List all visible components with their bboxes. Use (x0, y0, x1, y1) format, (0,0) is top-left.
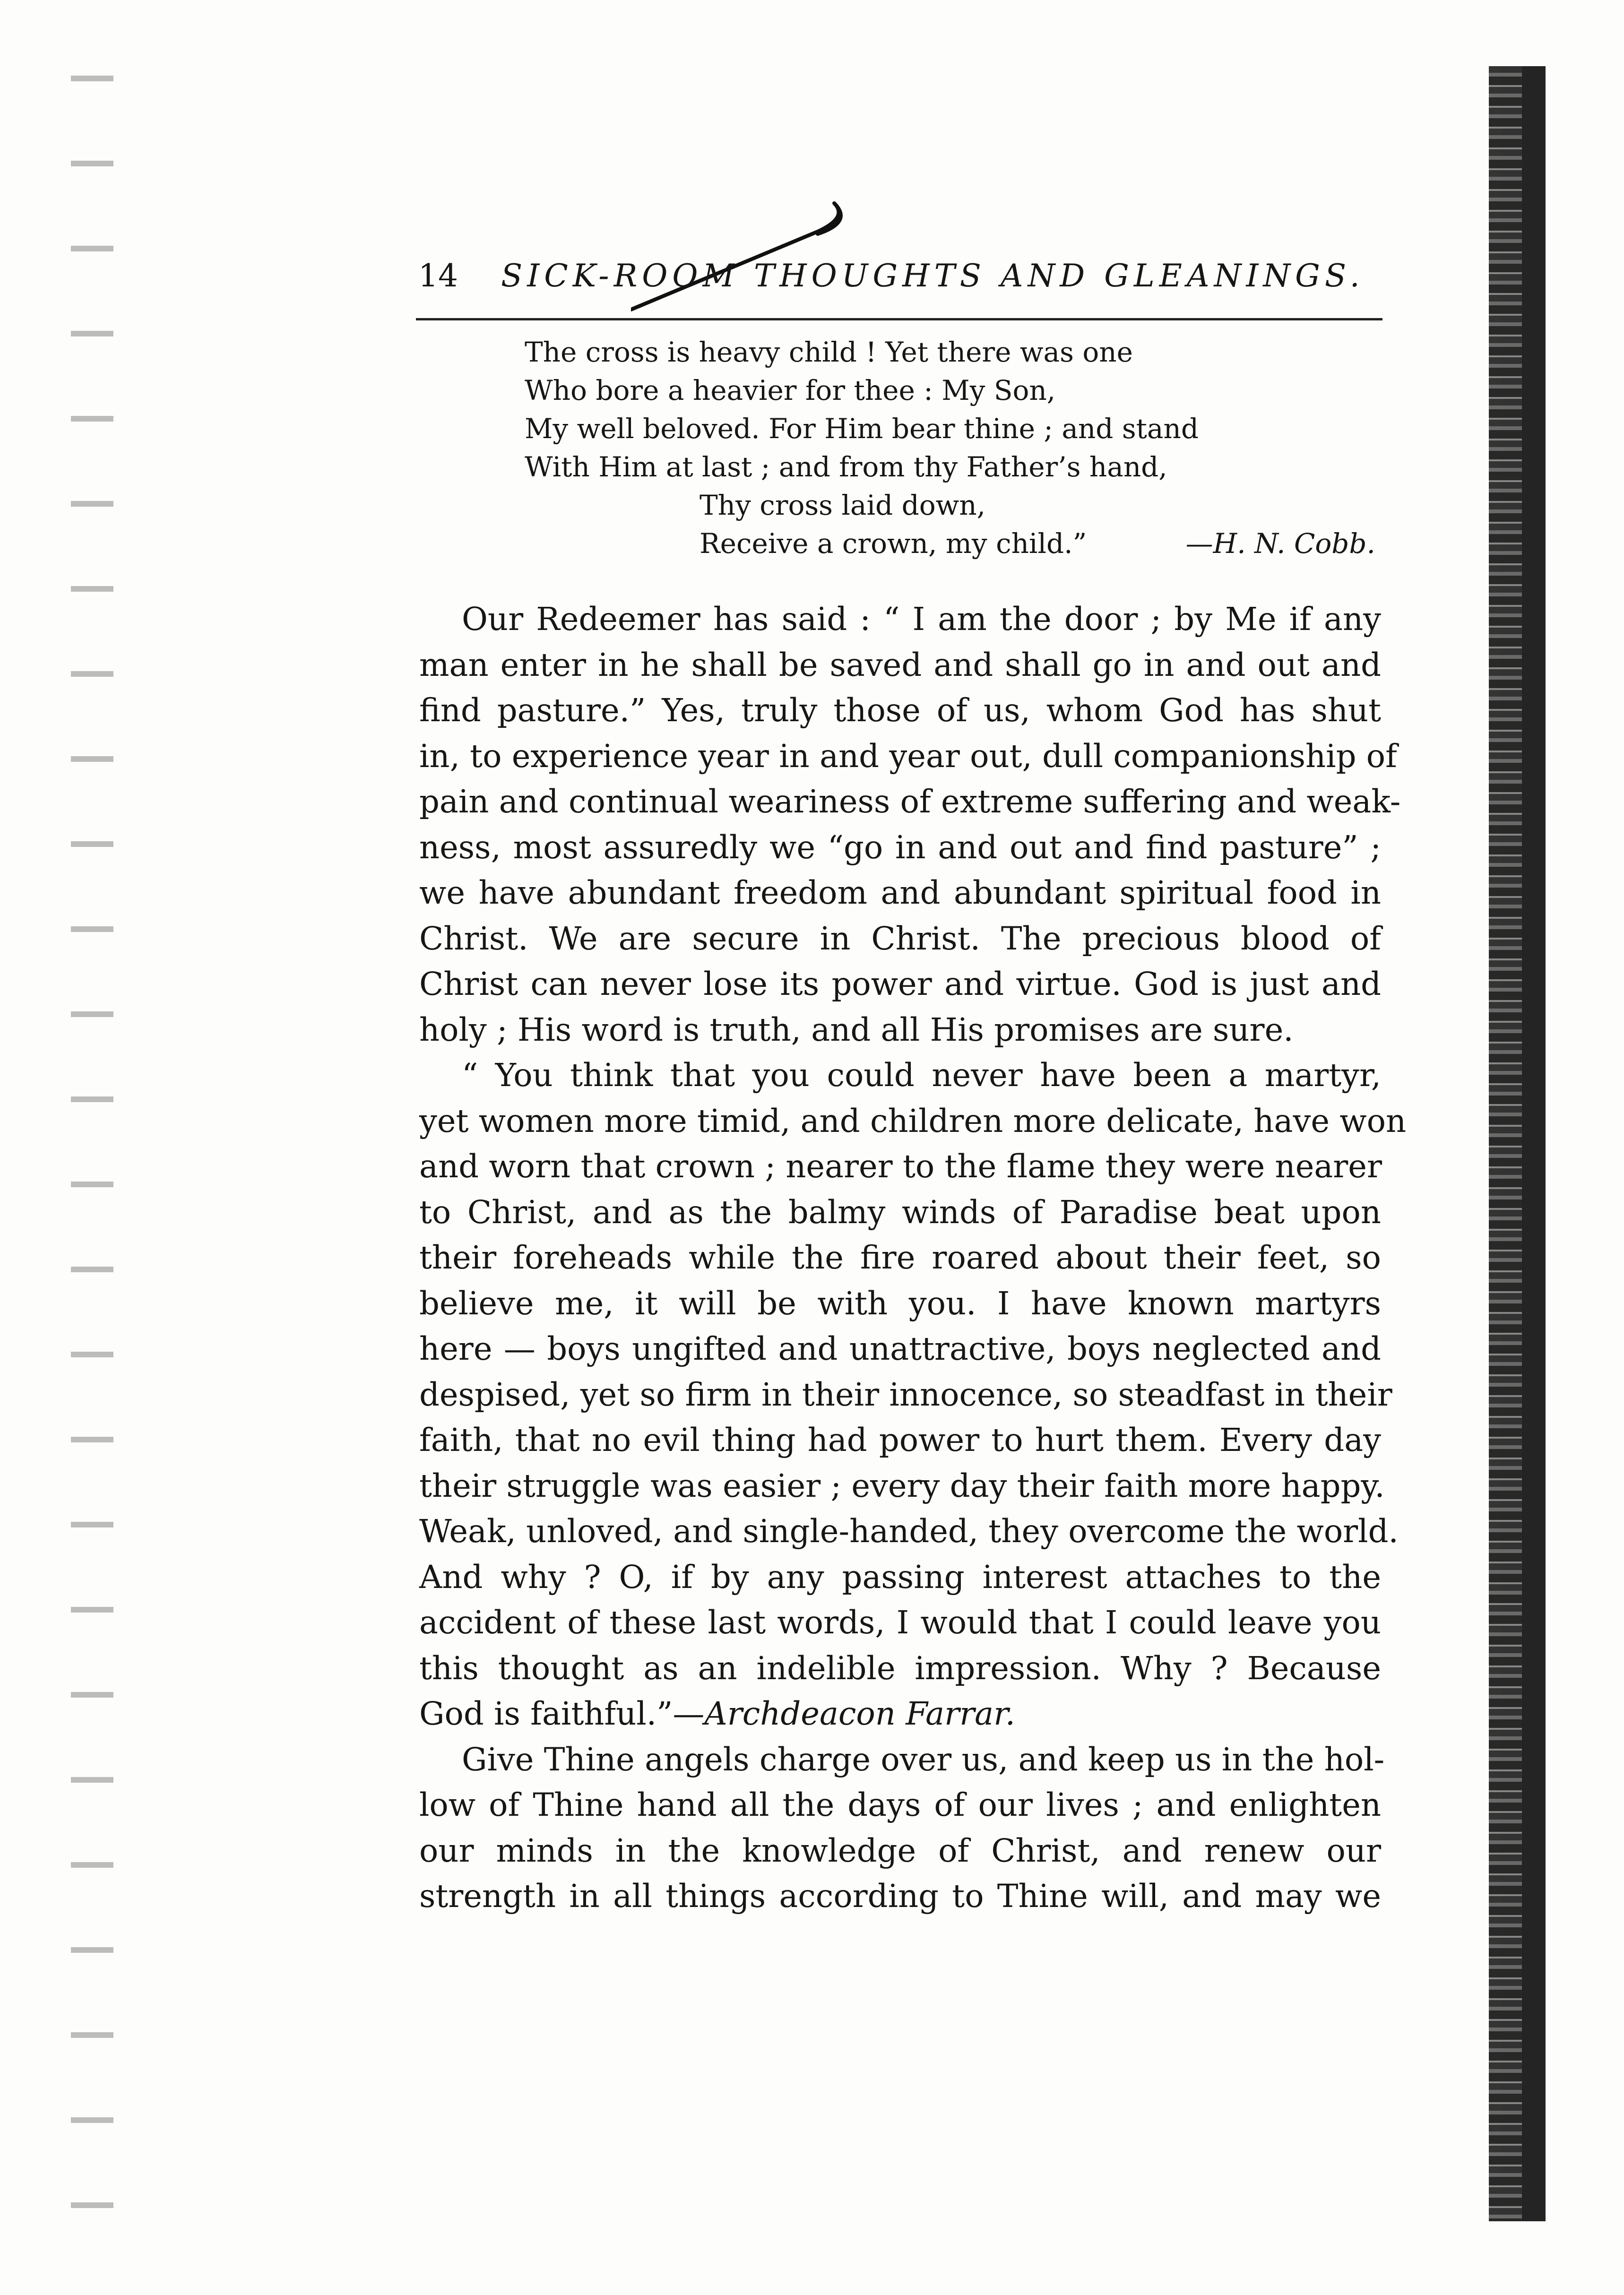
text-line: Christ. We are secure in Christ. The precious blood of (419, 920, 1381, 957)
text-line: in, to experience year in and year out, dull companionship of (419, 737, 1397, 775)
text-line: faith, that no evil thing had power to hurt them. Every day (419, 1422, 1381, 1458)
text-line: their struggle was easier ; every day their faith more happy. (419, 1467, 1385, 1504)
poem-line: My well beloved. For Him bear thine ; and stand (525, 413, 1199, 445)
poem-line-final (525, 525, 1390, 563)
text-line: Give Thine angels charge over us, and keep us in the hol- (462, 1741, 1385, 1778)
text-line: holy ; His word is truth, and all His promises are sure. (419, 1011, 1294, 1048)
body-text (419, 596, 1407, 1919)
text-line: pain and continual weariness of extreme suffering and weak- (419, 783, 1401, 820)
text-line: ness, most assuredly we “go in and out and find pasture” ; (419, 828, 1381, 866)
text-line: despised, yet so firm in their innocence, so steadfast in their (419, 1376, 1392, 1413)
text-line: here — boys ungifted and unattractive, boys neglected and (419, 1330, 1381, 1367)
text-line: our minds in the knowledge of Christ, and renew our (419, 1832, 1381, 1869)
text-line: strength in all things according to Thine will, and may we (419, 1878, 1381, 1915)
text-line: Christ can never lose its power and virtue. God is just and (419, 966, 1381, 1002)
poem-line: Thy cross laid down, (700, 489, 986, 521)
text-line: low of Thine hand all the days of our lives ; and enlighten (419, 1786, 1381, 1823)
text-line: their foreheads while the fire roared about their feet, so (419, 1239, 1381, 1276)
poem-line-text: Receive a crown, my child.” (700, 527, 1087, 560)
text-line: Weak, unloved, and single-handed, they overcome the world. (419, 1513, 1399, 1550)
running-head (418, 258, 1380, 314)
text-line: yet women more timid, and children more delicate, have won (419, 1102, 1407, 1139)
quote-end: God is faithful.” (419, 1695, 673, 1732)
poem-line: Who bore a heavier for thee : My Son, (525, 374, 1056, 406)
text-line: Our Redeemer has said : “ I am the door ; by Me if any (462, 601, 1381, 638)
text-line: and worn that crown ; nearer to the flame they were nearer (419, 1148, 1382, 1185)
header-rule (416, 318, 1382, 320)
text-line: believe me, it will be with you. I have known martyrs (419, 1285, 1381, 1322)
poem-line: With Him at last ; and from thy Father’s hand, (525, 451, 1167, 483)
page-number: 14 (418, 258, 458, 294)
text-line: to Christ, and as the balmy winds of Paradise beat upon (419, 1193, 1381, 1231)
scanned-page-edge (1489, 66, 1546, 2221)
text-line: “ You think that you could never have been a martyr, (462, 1057, 1381, 1094)
text-line: we have abundant freedom and abundant spiritual food in (419, 874, 1381, 911)
running-title: SICK-ROOM THOUGHTS AND GLEANINGS. (501, 258, 1365, 294)
poem-line: The cross is heavy child ! Yet there was one (525, 336, 1133, 368)
text-line-with-attribution (419, 1691, 1381, 1737)
poem-attribution: —H. N. Cobb. (1185, 527, 1375, 560)
text-line: this thought as an indelible impression. Why ? Because (419, 1649, 1381, 1687)
text-line: And why ? O, if by any passing interest attaches to the (419, 1558, 1381, 1596)
binding-gutter-marks (71, 43, 113, 2264)
poem (525, 333, 1390, 563)
quote-attribution: —Archdeacon Farrar. (673, 1695, 1016, 1732)
text-line: man enter in he shall be saved and shall go in and out and (419, 646, 1381, 683)
text-line: find pasture.” Yes, truly those of us, whom God has shut (419, 692, 1381, 729)
text-line: accident of these last words, I would that I could leave you (419, 1604, 1381, 1641)
